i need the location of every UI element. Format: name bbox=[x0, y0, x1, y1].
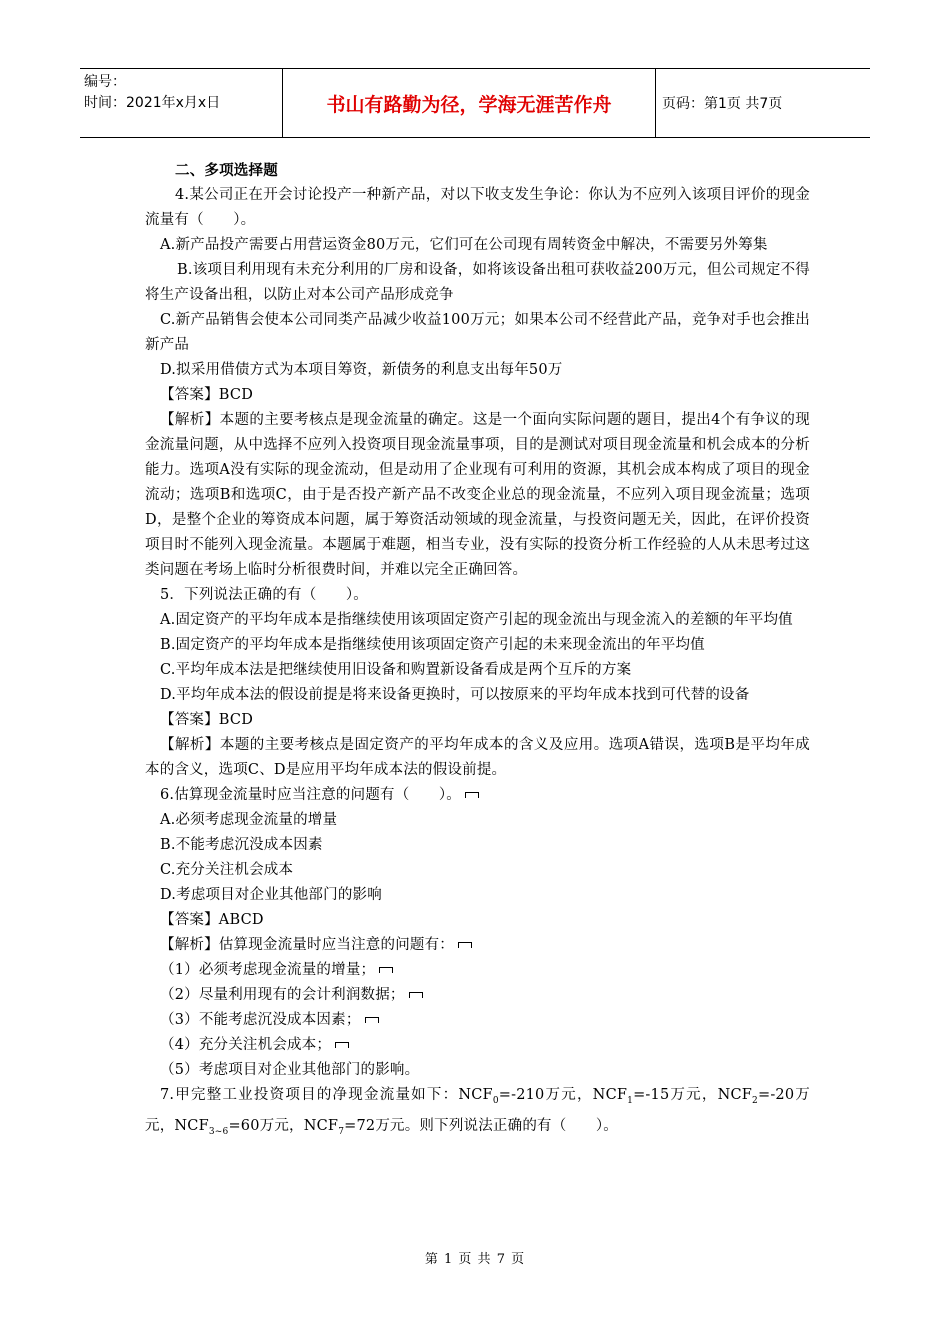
edit-mark-icon bbox=[335, 1042, 349, 1048]
q6-stem bbox=[145, 783, 810, 808]
q7-text: =60万元，NCF bbox=[228, 1117, 339, 1134]
date-label: 时间：2021年x月x日 bbox=[84, 95, 221, 111]
q6-point bbox=[145, 1008, 810, 1033]
q5-option-d: D.平均年成本法的假设前提是将来设备更换时，可以按原来的平均年成本找到可代替的设备 bbox=[160, 687, 750, 703]
q5-option-a: A.固定资产的平均年成本是指继续使用该项固定资产引起的现金流出与现金流入的差额的年平均值 bbox=[160, 612, 793, 628]
q7-subscript: 1 bbox=[627, 1095, 634, 1106]
q6-point: （5）考虑项目对企业其他部门的影响。 bbox=[160, 1062, 420, 1078]
edit-mark-icon bbox=[458, 942, 472, 948]
page-header bbox=[80, 68, 870, 138]
q6-option-a: A.必须考虑现金流量的增量 bbox=[160, 812, 338, 828]
document-body bbox=[145, 158, 810, 1145]
edit-mark-icon bbox=[365, 1017, 379, 1023]
q5-stem: 5．下列说法正确的有（ ）。 bbox=[160, 587, 368, 603]
q5-answer: 【答案】BCD bbox=[160, 712, 254, 728]
q5-option-c: C.平均年成本法是把继续使用旧设备和购置新设备看成是两个互斥的方案 bbox=[160, 662, 632, 678]
q7-stem bbox=[145, 1083, 810, 1145]
edit-mark-icon bbox=[409, 992, 423, 998]
q7-text: =72万元。则下列说法正确的有（ ）。 bbox=[344, 1117, 618, 1134]
q7-text: =-210万元，NCF bbox=[498, 1087, 628, 1103]
header-left-cell bbox=[80, 69, 283, 137]
edit-mark-icon bbox=[465, 792, 479, 798]
q5-option-b: B.固定资产的平均年成本是指继续使用该项固定资产引起的未来现金流出的年平均值 bbox=[160, 637, 705, 653]
q7-subscript: 2 bbox=[752, 1095, 758, 1106]
section-title: 二、多项选择题 bbox=[175, 162, 278, 179]
header-page-number: 页码：第1页 共7页 bbox=[662, 96, 783, 112]
q4-answer: 【答案】BCD bbox=[160, 387, 254, 403]
q6-point-text: （4）充分关注机会成本； bbox=[160, 1037, 332, 1053]
q4-stem: 4.某公司正在开会讨论投产一种新产品，对以下收支发生争论：你认为不应列入该项目评价的现金流量有（ ）。 bbox=[145, 187, 810, 228]
q4-option-b: B.该项目利用现有未充分利用的厂房和设备，如将该设备出租可获收益200万元，但公司规定不得将生产设备出租，以防止对本公司产品形成竞争 bbox=[145, 262, 810, 303]
q6-point bbox=[145, 1033, 810, 1058]
q4-analysis: 【解析】本题的主要考核点是现金流量的确定。这是一个面向实际问题的题目，提出4个有争议的现金流量问题，从中选择不应列入投资项目现金流量事项，目的是测试对项目现金流量和机会成本的分析能力。选项A没有实际的现金流动，但是动用了企业现有可利用的资源，其机会成本构成了项目的现金流动；选项B和选项C，由于是否投产新产品不改变企业总的现金流量，不应列入项目现金流量；选项D，是整个企业的筹资成本问题，属于筹资活动领域的现金流量，与投资问题无关，因此，在评价投资项目时不能列入现金流量。本题属于难题，相当专业，没有实际的投资分析工作经验的人从未思考过这类问题在考场上临时分析很费时间，并难以完全正确回答。 bbox=[145, 412, 810, 578]
header-motto: 书山有路勤为径，学海无涯苦作舟 bbox=[283, 69, 656, 137]
q6-point bbox=[145, 983, 810, 1008]
q6-analysis bbox=[145, 933, 810, 958]
q7-subscript: 3~6 bbox=[208, 1126, 229, 1137]
q7-subscript: 7 bbox=[338, 1126, 345, 1137]
q7-subscript: 0 bbox=[492, 1095, 499, 1106]
q4-option-d: D.拟采用借债方式为本项目筹资，新债务的利息支出每年50万 bbox=[160, 362, 563, 378]
q6-option-b: B.不能考虑沉没成本因素 bbox=[160, 837, 323, 853]
q4-option-a: A.新产品投产需要占用营运资金80万元，它们可在公司现有周转资金中解决，不需要另外筹集 bbox=[160, 237, 768, 253]
q7-text: =-15万元，NCF bbox=[633, 1087, 753, 1103]
serial-number-label: 编号： bbox=[84, 74, 126, 90]
edit-mark-icon bbox=[379, 967, 393, 973]
q7-text: 7.甲完整工业投资项目的净现金流量如下：NCF bbox=[160, 1087, 493, 1103]
q6-stem-text: 6.估算现金流量时应当注意的问题有（ ）。 bbox=[160, 787, 461, 803]
q7-text: =-20万元，NCF bbox=[145, 1087, 811, 1134]
q6-point-text: （2）尽量利用现有的会计利润数据； bbox=[160, 987, 405, 1003]
q5-analysis: 【解析】本题的主要考核点是固定资产的平均年成本的含义及应用。选项A错误，选项B是平均年成本的含义，选项C、D是应用平均年成本法的假设前提。 bbox=[145, 737, 810, 778]
q6-point bbox=[145, 958, 810, 983]
q6-option-c: C.充分关注机会成本 bbox=[160, 862, 294, 878]
q6-analysis-text: 【解析】估算现金流量时应当注意的问题有： bbox=[160, 937, 454, 953]
q6-option-d: D.考虑项目对企业其他部门的影响 bbox=[160, 887, 382, 903]
q6-point-text: （3）不能考虑沉没成本因素； bbox=[160, 1012, 361, 1028]
q6-answer: 【答案】ABCD bbox=[160, 912, 264, 928]
q6-point-text: （1）必须考虑现金流量的增量； bbox=[160, 962, 376, 978]
q4-option-c: C.新产品销售会使本公司同类产品减少收益100万元；如果本公司不经营此产品，竞争对手也会推出新产品 bbox=[145, 312, 810, 353]
page-footer: 第 1 页 共 7 页 bbox=[424, 1252, 526, 1267]
